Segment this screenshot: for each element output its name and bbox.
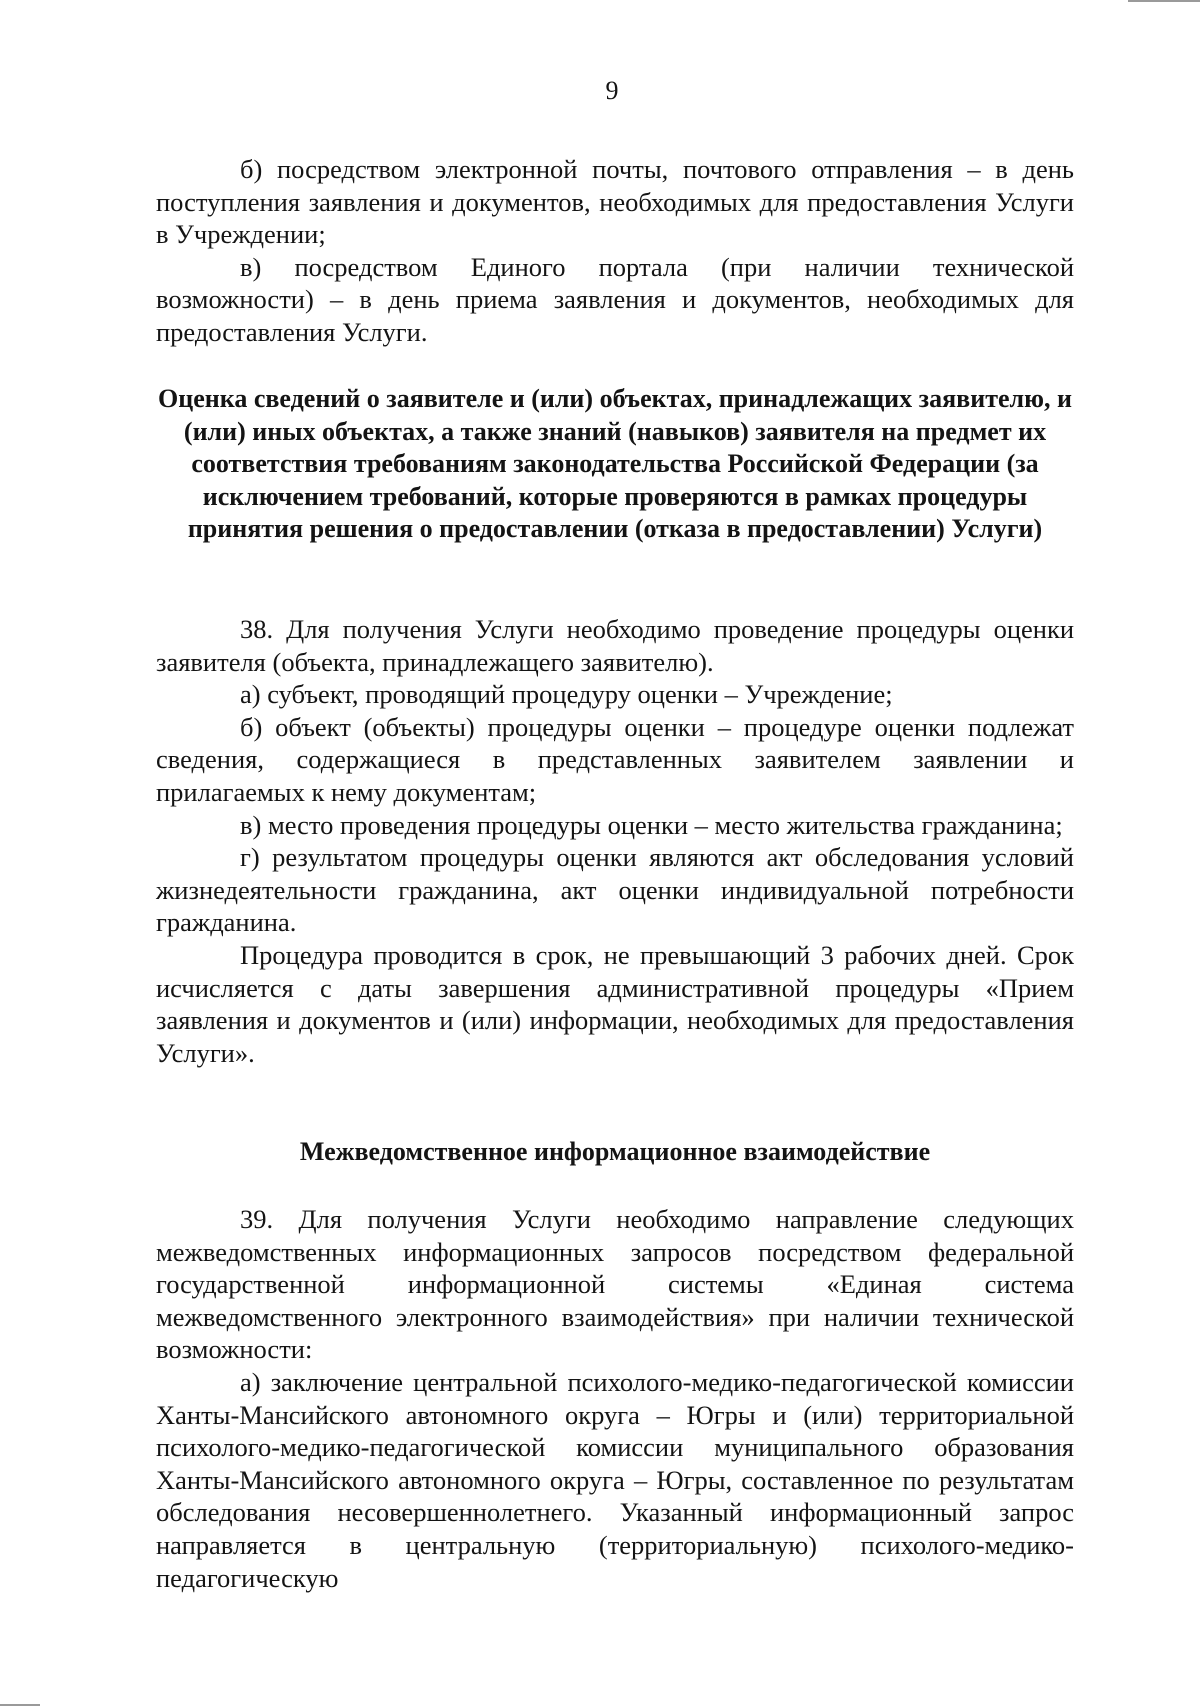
paragraph-39-a: а) заключение центральной психолого-медико-педагогической комиссии Ханты-Мансийского автономного округа – Югры и (или) территориальной психолого-медико-педагогической комиссии муниципального образования Ханты-Мансийского автономного округа – Югры, составленное по результатам обследования несовершеннолетнего. Указанный информационный запрос направляется в центральную (территориальную) психолого-медико-педагогическую xyxy=(156,1366,1074,1593)
heading-assessment: Оценка сведений о заявителе и (или) объектах, принадлежащих заявителю, и (или) иных объектах, а также знаний (навыков) заявителя на предмет их соответствия требованиям законодательства Российской Федерации (за исключением требований, которые проверяются в рамках процедуры принятия решения о предоставлении (отказа в предоставлении) Услуги) xyxy=(158,384,1072,544)
paragraph-39: 39. Для получения Услуги необходимо направление следующих межведомственных информационных запросов посредством федеральной государственной информационной системы «Единая система межведомственного электронного взаимодействия» при наличии технической возможности: xyxy=(156,1204,1074,1365)
paragraph-38-term: Процедура проводится в срок, не превышающий 3 рабочих дней. Срок исчисляется с даты завершения административной процедуры «Прием заявления и документов и (или) информации, необходимых для предоставления Услуги». xyxy=(156,939,1074,1068)
paragraph-38-b: б) объект (объекты) процедуры оценки – процедуре оценки подлежат сведения, содержащиеся в представленных заявителем заявлении и прилагаемых к нему документам; xyxy=(156,711,1074,807)
section-38 xyxy=(156,613,1074,1069)
paragraph-b-email: б) посредством электронной почты, почтового отправления – в день поступления заявления и документов, необходимых для предоставления Услуги в Учреждении; xyxy=(156,154,1074,250)
scan-edge-mark xyxy=(1128,0,1200,2)
page-number: 9 xyxy=(605,76,619,105)
section-top xyxy=(156,153,1074,349)
paragraph-38: 38. Для получения Услуги необходимо проведение процедуры оценки заявителя (объекта, принадлежащего заявителю). xyxy=(156,614,1074,677)
heading-interagency: Межведомственное информационное взаимодействие xyxy=(299,1137,931,1166)
section-39 xyxy=(156,1203,1074,1594)
paragraph-38-v: в) место проведения процедуры оценки – место жительства гражданина; xyxy=(240,809,1063,840)
paragraph-v-portal: в) посредством Единого портала (при наличии технической возможности) – в день приема заявления и документов, необходимых для предоставления Услуги. xyxy=(156,251,1074,347)
scan-edge-mark-bottom xyxy=(0,1704,40,1706)
paragraph-38-a: а) субъект, проводящий процедуру оценки – Учреждение; xyxy=(240,679,893,710)
paragraph-38-g: г) результатом процедуры оценки являются акт обследования условий жизнедеятельности гражданина, акт оценки индивидуальной потребности гражданина. xyxy=(156,842,1074,938)
